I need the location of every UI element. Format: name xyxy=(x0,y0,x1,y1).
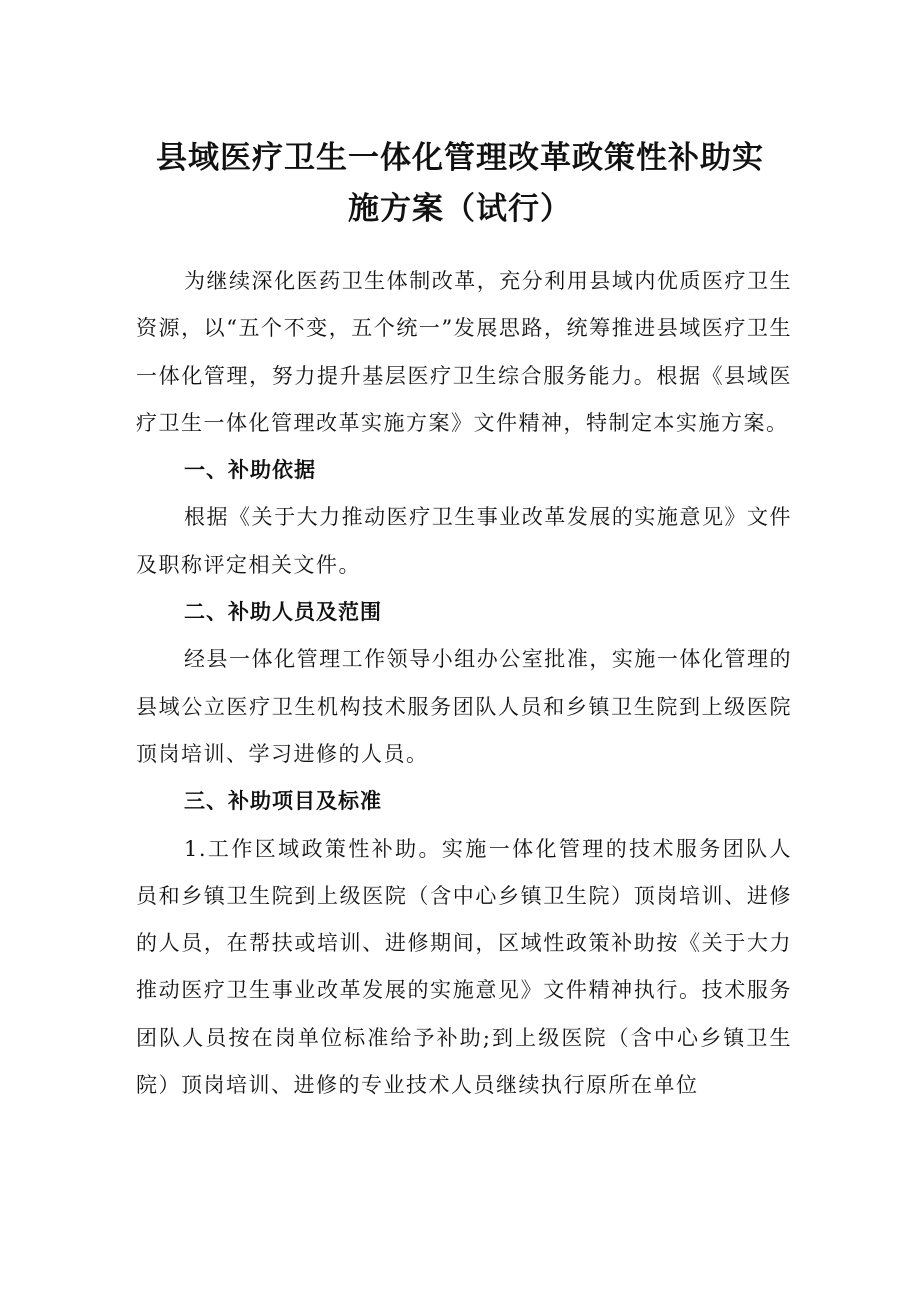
section-2-heading: 二、补助人员及范围 xyxy=(184,600,382,625)
section-3-item-1: 1.工作区域政策性补助。实施一体化管理的技术服务团队人员和乡镇卫生院到上级医院（含中心乡镇卫生院）顶岗培训、进修的人员，在帮扶或培训、进修期间，区域性政策补助按《关于大力推动医疗卫生事业改革发展的实施意见》文件精神执行。技术服务团队人员按在岗单位标准给予补助;到上级医院（含中心乡镇卫生院）顶岗培训、进修的专业技术人员继续执行原所在单位 xyxy=(136,836,792,1098)
section-3-heading: 三、补助项目及标准 xyxy=(184,789,382,814)
intro-paragraph: 为继续深化医药卫生体制改革，充分利用县域内优质医疗卫生资源，以“五个不变，五个统一”发展思路，统筹推进县域医疗卫生一体化管理，努力提升基层医疗卫生综合服务能力。根据《县域医疗卫生一体化管理改革实施方案》文件精神，特制定本实施方案。 xyxy=(136,269,792,435)
section-1-paragraph: 根据《关于大力推动医疗卫生事业改革发展的实施意见》文件及职称评定相关文件。 xyxy=(136,505,792,577)
section-2-paragraph: 经县一体化管理工作领导小组办公室批准，实施一体化管理的县域公立医疗卫生机构技术服务团队人员和乡镇卫生院到上级医院顶岗培训、学习进修的人员。 xyxy=(136,647,792,766)
section-1-heading: 一、补助依据 xyxy=(184,458,316,483)
title-line-2: 施方案（试行） xyxy=(348,191,572,227)
document-body xyxy=(136,258,792,1109)
title-line-1: 县域医疗卫生一体化管理改革政策性补助实 xyxy=(156,140,764,176)
document-title xyxy=(130,133,790,235)
